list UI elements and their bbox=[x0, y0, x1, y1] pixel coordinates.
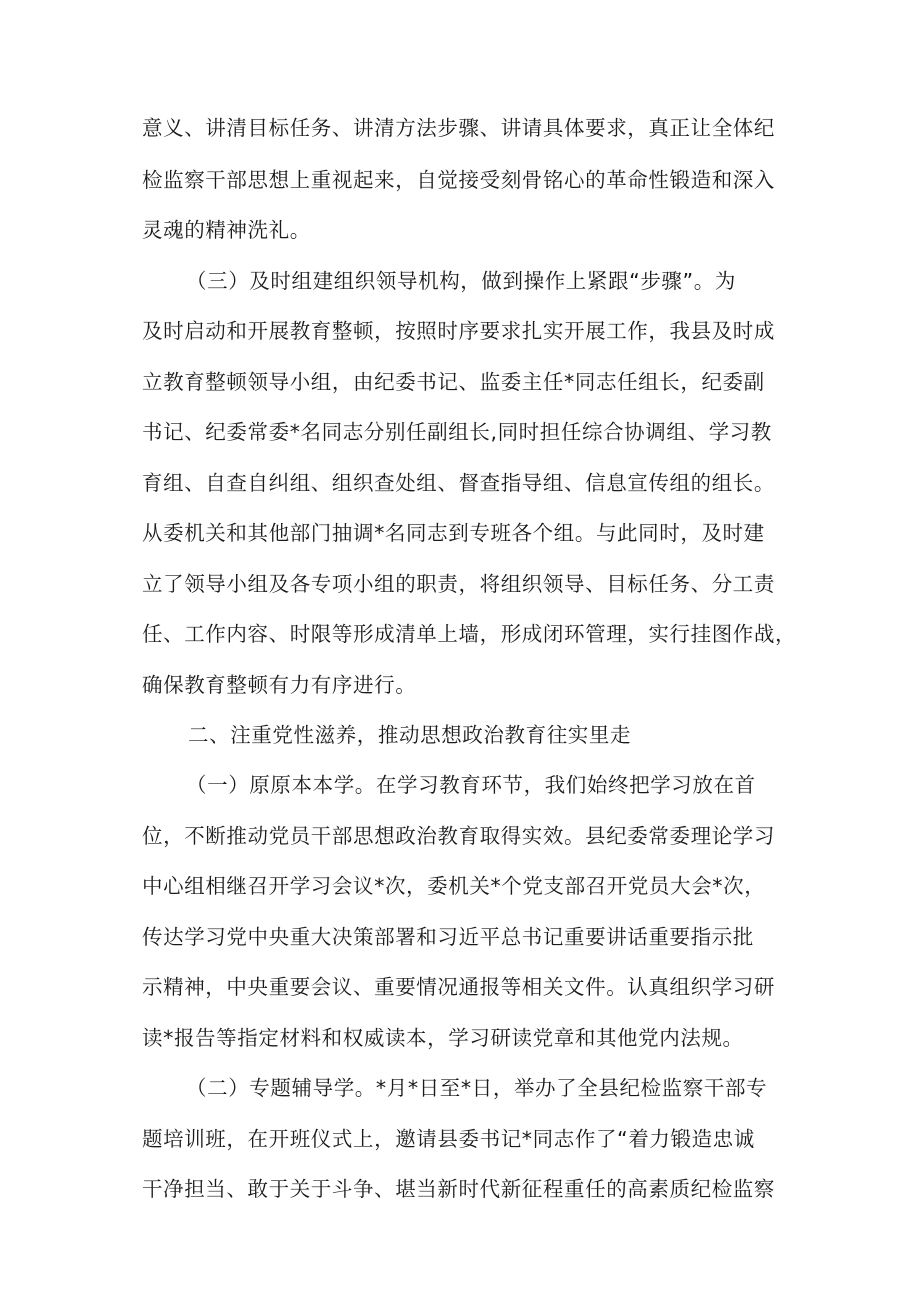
paragraph-start: （二）专题辅导学。*月*日至*日，举办了全县纪检监察干部专 bbox=[186, 1076, 768, 1100]
body-line: 育组、自查自纠组、组织查处组、督查指导组、信息宣传组的组长。 bbox=[142, 471, 775, 495]
body-line: 示精神，中央重要会议、重要情况通报等相关文件。认真组织学习研 bbox=[142, 975, 775, 999]
body-line: 中心组相继召开学习会议*次，委机关*个党支部召开党员大会*次， bbox=[142, 874, 766, 898]
body-line: 传达学习党中央重大决策部署和习近平总书记重要讲话重要指示批 bbox=[142, 925, 754, 949]
body-line: 立教育整顿领导小组，由纪委书记、监委主任*同志任组长，纪委副 bbox=[142, 370, 765, 394]
body-line: 确保教育整顿有力有序进行。 bbox=[142, 673, 417, 697]
body-line: 干净担当、敢于关于斗争、堪当新时代新征程重任的高素质纪检监察 bbox=[142, 1177, 775, 1201]
body-line: 位，不断推动党员干部思想政治教育取得实效。县纪委常委理论学习 bbox=[142, 824, 775, 848]
body-line: 题培训班，在开班仪式上，邀请县委书记*同志作了“着力锻造忠诚 bbox=[142, 1127, 755, 1151]
body-line: 立了领导小组及各专项小组的职责，将组织领导、目标任务、分工责 bbox=[142, 572, 775, 596]
body-line: 及时启动和开展教育整顿，按照时序要求扎实开展工作，我县及时成 bbox=[142, 319, 775, 343]
body-line: 检监察干部思想上重视起来，自觉接受刻骨铭心的革命性锻造和深入 bbox=[142, 168, 775, 192]
section-heading: 二、注重党性滋养，推动思想政治教育往实里走 bbox=[188, 723, 632, 747]
body-line: 读*报告等指定材料和权威读本，学习研读党章和其他党内法规。 bbox=[142, 1026, 744, 1050]
paragraph-start: （三）及时组建组织领导机构，做到操作上紧跟“步骤”。为 bbox=[186, 269, 736, 293]
body-line: 书记、纪委常委*名同志分别任副组长,同时担任综合协调组、学习教 bbox=[142, 420, 772, 444]
body-line: 任、工作内容、时限等形成清单上墙，形成闭环管理，实行挂图作战， bbox=[142, 622, 797, 646]
body-line: 意义、讲清目标任务、讲清方法步骤、讲请具体要求，真正让全体纪 bbox=[142, 116, 775, 140]
body-line: 灵魂的精神洗礼。 bbox=[142, 218, 311, 242]
body-line: 从委机关和其他部门抽调*名同志到专班各个组。与此同时，及时建 bbox=[142, 521, 765, 545]
paragraph-start: （一）原原本本学。在学习教育环节，我们始终把学习放在首 bbox=[186, 773, 756, 797]
